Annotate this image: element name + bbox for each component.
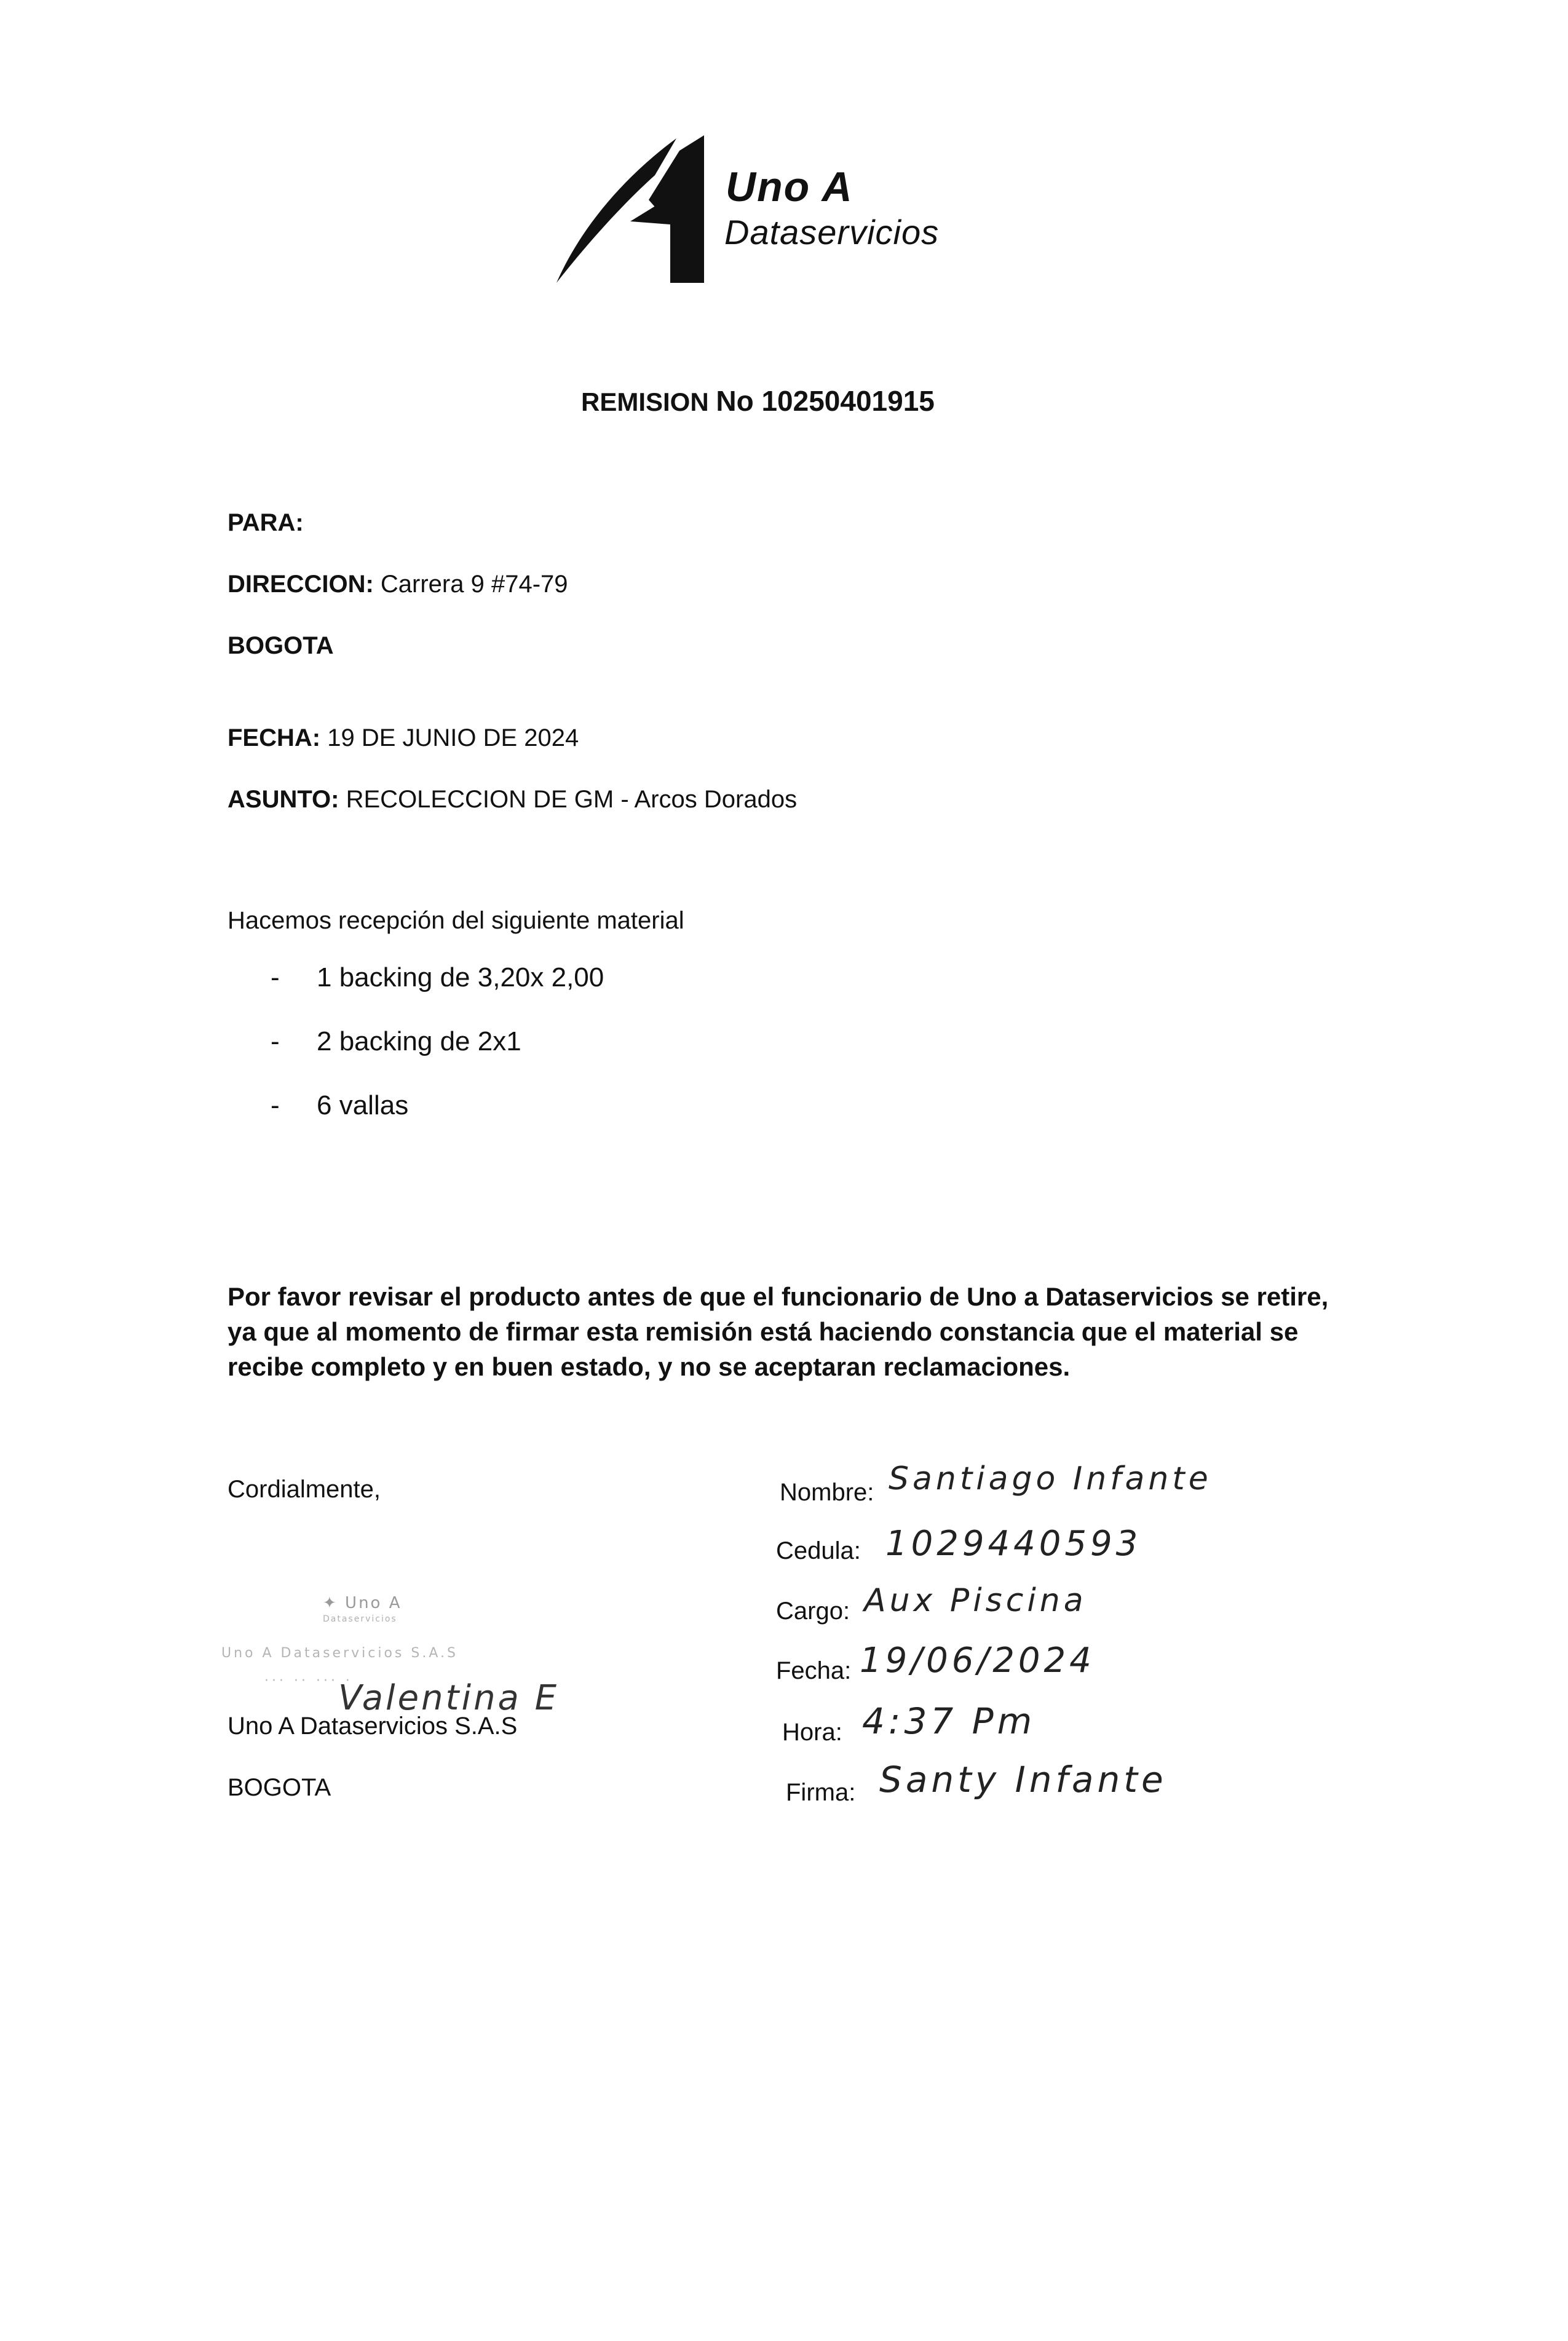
remision-label: REMISION [581,387,709,416]
company-stamp [221,1583,566,1725]
logo-company-name: Uno A [726,164,853,210]
fecha-line [228,724,579,752]
list-item: - 1 backing de 3,20x 2,00 [271,962,604,992]
asunto-label: ASUNTO: [228,786,339,813]
fecha-label: FECHA: [228,724,321,751]
direccion-label: DIRECCION: [228,571,374,598]
svg-text:··· ·· ··· ·: ··· ·· ··· · [264,1673,353,1689]
company-logo-mark [556,132,710,292]
receipt-fecha-label: Fecha: [776,1657,852,1684]
nombre-value: Santiago Infante [889,1460,1212,1497]
svg-text:Uno A Dataservicios S.A.S: Uno A Dataservicios S.A.S [221,1646,458,1661]
nombre-label: Nombre: [780,1479,874,1506]
intro-text: Hacemos recepción del siguiente material [228,907,684,934]
receipt-fecha-value: 19/06/2024 [860,1641,1095,1681]
cedula-label: Cedula: [776,1537,861,1564]
closing-greeting: Cordialmente, [228,1476,381,1503]
firma-label: Firma: [786,1779,856,1806]
asunto-line [228,786,797,814]
cargo-label: Cargo: [776,1598,850,1625]
company-signature: Valentina E [338,1678,560,1718]
logo-company-subtitle: Dataservicios [724,213,940,252]
document-title [581,384,935,418]
fecha-value: 19 DE JUNIO DE 2024 [327,724,579,751]
para-label: PARA: [228,509,304,536]
materials-list [271,962,604,1154]
remision-number: No 10250401915 [716,385,935,417]
recipient-city: BOGOTA [228,632,334,659]
company-name: Uno A Dataservicios S.A.S [228,1713,518,1740]
list-item: - 6 vallas [271,1090,409,1120]
firma-signature: Santy Infante [879,1759,1167,1800]
svg-text:✦ Uno A: ✦ Uno A [323,1594,402,1612]
direccion-value: Carrera 9 #74-79 [380,571,568,598]
hora-label: Hora: [782,1719,842,1746]
svg-text:Dataservicios: Dataservicios [323,1614,397,1624]
hora-value: 4:37 Pm [862,1700,1036,1742]
cargo-value: Aux Piscina [864,1582,1087,1619]
company-city: BOGOTA [228,1774,331,1801]
cedula-value: 1029440593 [885,1524,1142,1564]
asunto-value: RECOLECCION DE GM - Arcos Dorados [346,786,798,813]
notice-paragraph: Por favor revisar el producto antes de que el funcionario de Uno a Dataservicios se retire, ya que al momento de firmar esta remisión está haciendo constancia que el material se recibe completo y en buen estado, y no se aceptaran reclamaciones. [228,1282,1329,1382]
direccion-line [228,571,568,598]
list-item: - 2 backing de 2x1 [271,1026,521,1056]
